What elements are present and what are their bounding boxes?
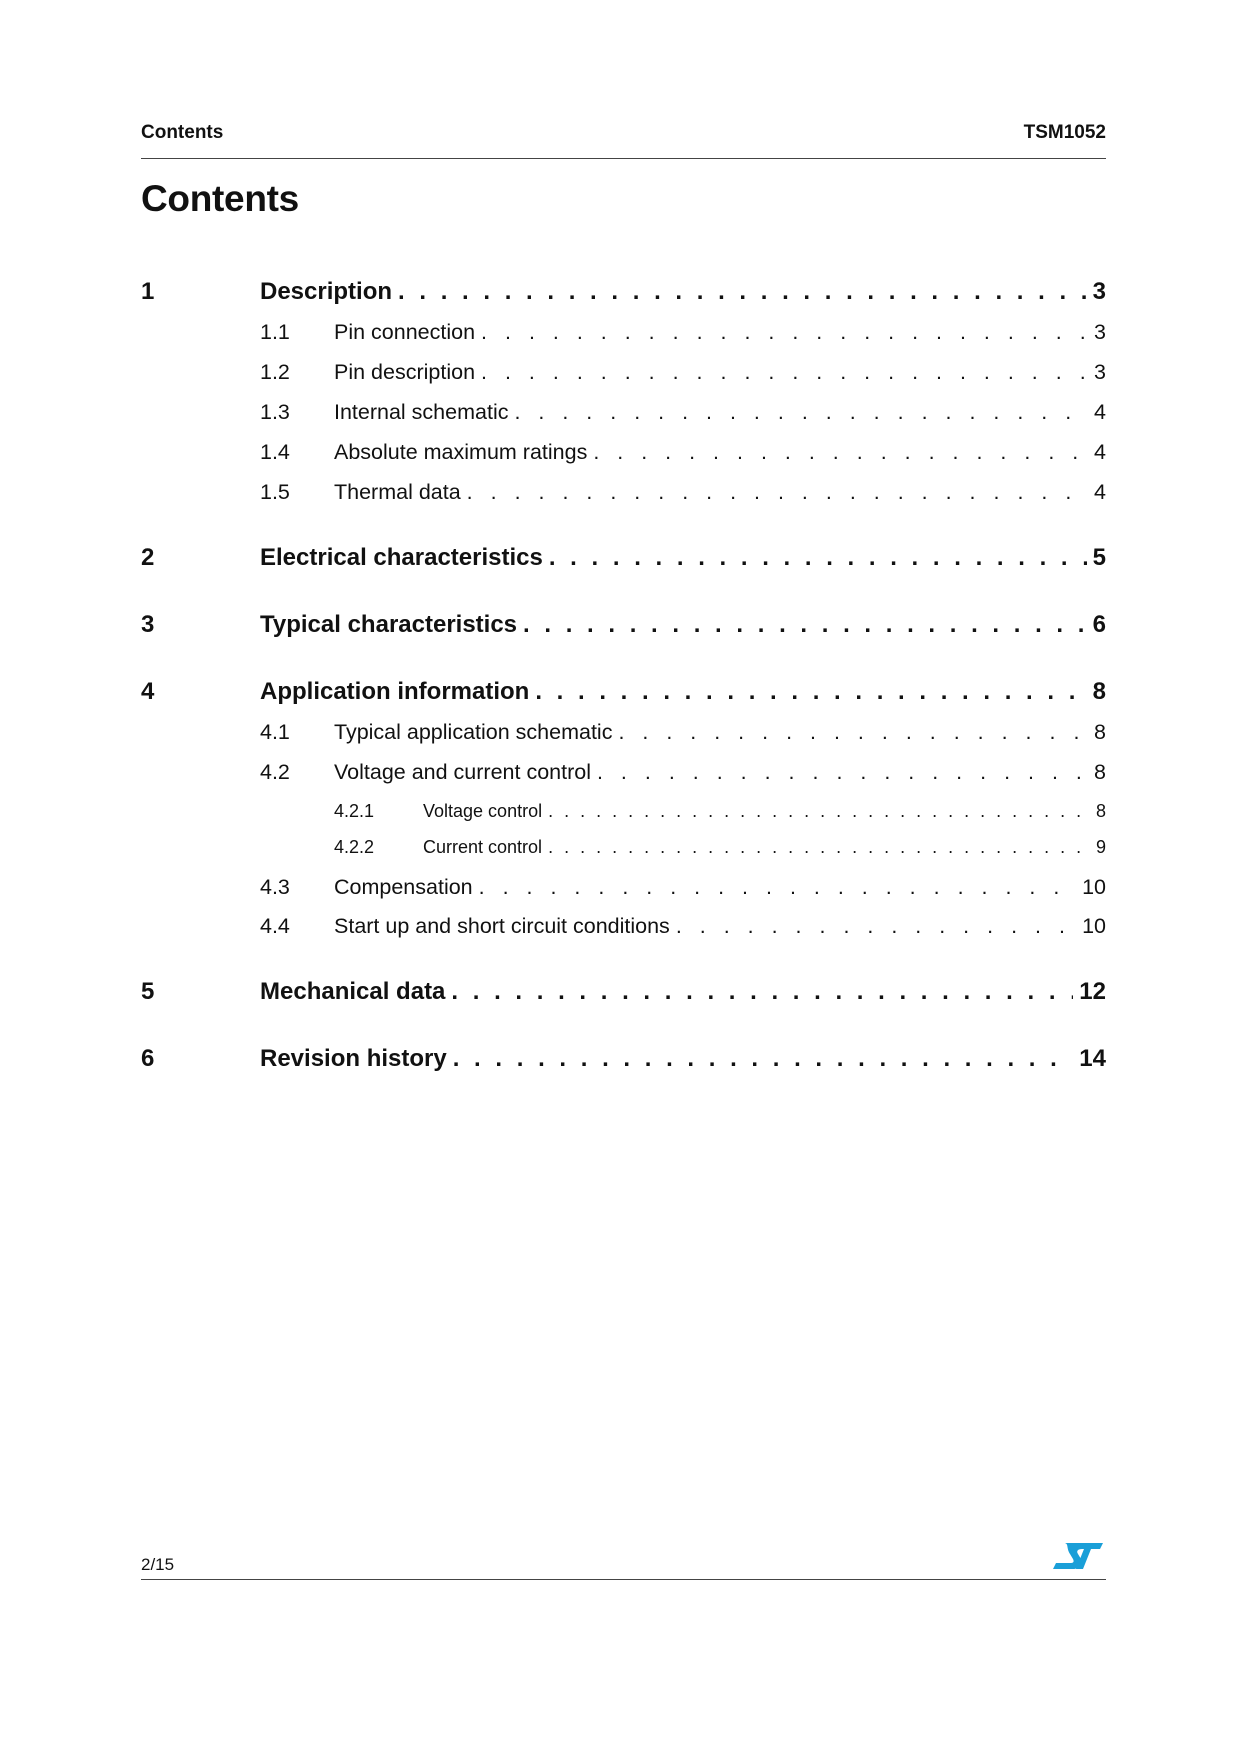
toc-entry-page: 8 — [1094, 720, 1106, 744]
page-title: Contents — [141, 178, 299, 219]
toc-entry-page: 3 — [1094, 360, 1106, 384]
toc-entry-number: 1.4 — [260, 440, 290, 464]
dot-leader — [523, 611, 1087, 639]
dot-leader — [398, 278, 1087, 306]
toc-entry-page: 5 — [1092, 544, 1106, 571]
toc-entry-title[interactable]: Compensation — [334, 875, 473, 899]
toc-entry-title[interactable]: Absolute maximum ratings — [334, 440, 588, 464]
table-of-contents — [141, 0, 1106, 1754]
toc-entry-number: 4.1 — [260, 720, 290, 744]
dot-leader — [597, 760, 1088, 785]
dot-leader — [618, 720, 1088, 745]
toc-entry-page: 10 — [1082, 875, 1106, 899]
page-number: 2/15 — [141, 1555, 175, 1574]
dot-leader — [535, 678, 1086, 706]
toc-entry-page: 3 — [1094, 320, 1106, 344]
header-section-title: Contents — [141, 122, 224, 143]
toc-entry-page: 12 — [1079, 978, 1106, 1005]
toc-entry-page: 3 — [1092, 278, 1106, 305]
toc-entry-page: 4 — [1094, 480, 1106, 504]
dot-leader — [549, 544, 1087, 572]
toc-entry-number: 1 — [141, 278, 155, 305]
toc-entry-page: 8 — [1092, 678, 1106, 705]
toc-entry-title[interactable]: Start up and short circuit conditions — [334, 914, 670, 938]
toc-entry-number: 6 — [141, 1045, 155, 1072]
dot-leader — [479, 875, 1076, 900]
toc-entry-number: 1.1 — [260, 320, 290, 344]
toc-entry-number: 5 — [141, 978, 155, 1005]
toc-entry-title[interactable]: Application information — [260, 678, 530, 705]
toc-entry-title[interactable]: Voltage control — [423, 801, 543, 821]
toc-entry-title[interactable]: Electrical characteristics — [260, 544, 543, 571]
toc-entry-page: 14 — [1079, 1045, 1106, 1072]
dot-leader — [481, 320, 1088, 345]
toc-entry-title[interactable]: Mechanical data — [260, 978, 446, 1005]
dot-leader — [676, 914, 1076, 939]
toc-entry-title[interactable]: Pin connection — [334, 320, 476, 344]
toc-entry-title[interactable]: Current control — [423, 837, 543, 857]
toc-entry-number: 1.3 — [260, 400, 290, 424]
dot-leader — [514, 400, 1088, 425]
toc-entry-title[interactable]: Description — [260, 278, 393, 305]
toc-entry-page: 10 — [1082, 914, 1106, 938]
toc-entry-number: 4 — [141, 678, 155, 705]
toc-entry-number: 4.2.1 — [334, 801, 375, 821]
toc-entry-number: 4.2 — [260, 760, 290, 784]
toc-entry-page: 4 — [1094, 440, 1106, 464]
toc-entry-title[interactable]: Revision history — [260, 1045, 447, 1072]
header-document-id: TSM1052 — [1023, 122, 1106, 143]
toc-entry-number: 2 — [141, 544, 155, 571]
toc-entry-title[interactable]: Typical characteristics — [260, 611, 518, 638]
dot-leader — [451, 978, 1073, 1006]
dot-leader — [548, 837, 1090, 858]
toc-entry-page: 8 — [1094, 760, 1106, 784]
toc-entry-page: 9 — [1095, 837, 1106, 857]
dot-leader — [548, 801, 1090, 822]
toc-entry-page: 6 — [1092, 611, 1106, 638]
toc-entry-number: 4.4 — [260, 914, 290, 938]
toc-entry-page: 8 — [1095, 801, 1106, 821]
dot-leader — [593, 440, 1088, 465]
toc-entry-title[interactable]: Pin description — [334, 360, 476, 384]
st-logo-icon — [1052, 1540, 1104, 1572]
footer-rule — [141, 1579, 1106, 1580]
toc-entry-title[interactable]: Internal schematic — [334, 400, 509, 424]
toc-entry-number: 4.2.2 — [334, 837, 375, 857]
toc-entry-number: 1.5 — [260, 480, 290, 504]
toc-entry-number: 3 — [141, 611, 155, 638]
toc-entry-number: 1.2 — [260, 360, 290, 384]
logo-mark — [1053, 1543, 1103, 1569]
toc-entry-number: 4.3 — [260, 875, 290, 899]
toc-entry-title[interactable]: Voltage and current control — [334, 760, 591, 784]
dot-leader — [481, 360, 1088, 385]
toc-entry-title[interactable]: Typical application schematic — [334, 720, 613, 744]
dot-leader — [453, 1045, 1074, 1073]
dot-leader — [467, 480, 1088, 505]
toc-entry-title[interactable]: Thermal data — [334, 480, 461, 504]
toc-entry-page: 4 — [1094, 400, 1106, 424]
